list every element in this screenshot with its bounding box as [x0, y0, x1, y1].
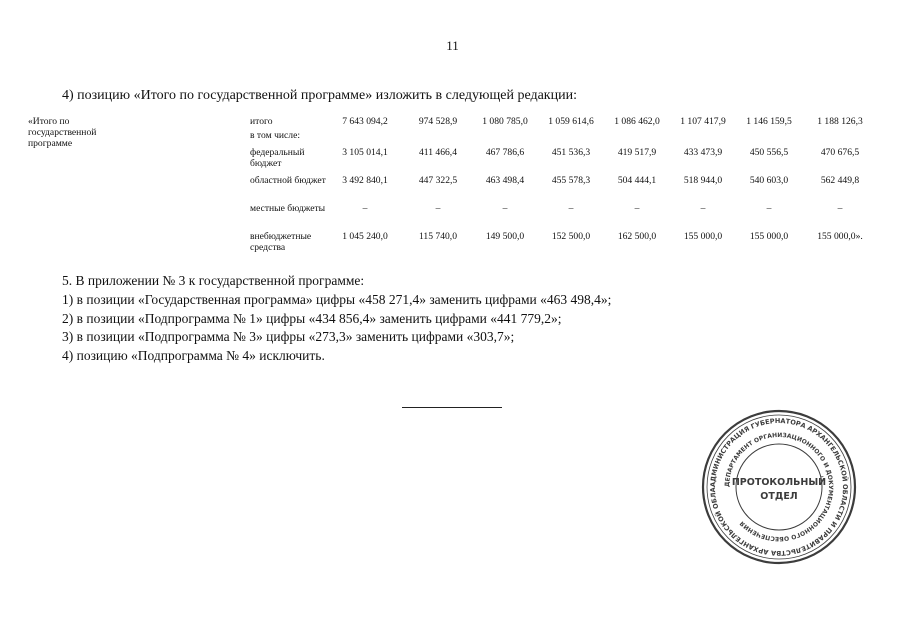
row-label: внебюджетные средства [250, 231, 312, 253]
stamp-center-line1: ПРОТОКОЛЬНЫЙ [731, 477, 827, 488]
table-cell: 974 528,9 [418, 116, 458, 127]
table-cell: 451 536,3 [551, 147, 591, 158]
table-cell: 155 000,0». [817, 231, 863, 242]
page-number: 11 [446, 38, 459, 53]
table-cell: 450 556,5 [749, 147, 789, 158]
table-cell: 447 322,5 [418, 175, 458, 186]
table-cell: – [362, 203, 368, 214]
table-cell: 152 500,0 [551, 231, 591, 242]
section5-item-2: 2) в позиции «Подпрограмма № 1» цифры «434 856,4» заменить цифрами «441 779,2»; [62, 311, 562, 326]
row-label: итого [250, 116, 273, 127]
section5-heading: 5. В приложении № 3 к государственной программе: [62, 273, 365, 288]
row-label: областной бюджет [250, 175, 326, 186]
table-cell: – [700, 203, 706, 214]
table-cell: – [634, 203, 640, 214]
table-cell: – [502, 203, 508, 214]
row-label: федеральный бюджет [250, 147, 305, 169]
stamp-ring-outer-text: АДМИНИСТРАЦИЯ ГУБЕРНАТОРА АРХАНГЕЛЬСКОЙ ОБЛАСТИ И ПРАВИТЕЛЬСТВА АРХАНГЕЛЬСКОЙ ОБЛА [708, 416, 850, 558]
table-cell: 1 080 785,0 [482, 116, 528, 127]
stamp-seal-icon [699, 407, 859, 567]
table-cell: 1 045 240,0 [342, 231, 388, 242]
stamp-center-line2: ОТДЕЛ [760, 491, 798, 502]
table-cell: 433 473,9 [683, 147, 723, 158]
table-cell: – [766, 203, 772, 214]
table-cell: 419 517,9 [617, 147, 657, 158]
section5-item-3: 3) в позиции «Подпрограмма № 3» цифры «273,3» заменить цифрами «303,7»; [62, 329, 515, 344]
table-cell: 504 444,1 [617, 175, 657, 186]
table-cell: 7 643 094,2 [342, 116, 388, 127]
stamp-ring-inner-text: ДЕПАРТАМЕНТ ОРГАНИЗАЦИОННОГО И ДОКУМЕНТАЦИОННОГО ОБЕСПЕЧЕНИЯ [723, 431, 835, 543]
table-cell: 155 000,0 [683, 231, 723, 242]
table-cell: 562 449,8 [820, 175, 860, 186]
section5-item-1: 1) в позиции «Государственная программа» цифры «458 271,4» заменить цифрами «463 498,4»; [62, 292, 612, 307]
table-cell: 411 466,4 [418, 147, 458, 158]
table-program-label: «Итого по государственной программе [28, 116, 97, 149]
table-cell: 1 146 159,5 [746, 116, 792, 127]
table-cell: – [837, 203, 843, 214]
table-cell: 455 578,3 [551, 175, 591, 186]
table-cell: 518 944,0 [683, 175, 723, 186]
table-cell: 3 492 840,1 [342, 175, 388, 186]
table-cell: 470 676,5 [820, 147, 860, 158]
table-cell: 1 086 462,0 [614, 116, 660, 127]
table-cell: 463 498,4 [485, 175, 525, 186]
row-label: в том числе: [250, 130, 301, 141]
table-cell: 1 107 417,9 [680, 116, 726, 127]
table-cell: 115 740,0 [418, 231, 458, 242]
table-cell: 3 105 014,1 [342, 147, 388, 158]
separator-line [402, 407, 502, 408]
item4-intro: 4) позицию «Итого по государственной программе» изложить в следующей редакции: [62, 88, 577, 103]
table-cell: – [568, 203, 574, 214]
table-cell: 1 188 126,3 [817, 116, 863, 127]
table-cell: 162 500,0 [617, 231, 657, 242]
table-cell: 149 500,0 [485, 231, 525, 242]
table-cell: 540 603,0 [749, 175, 789, 186]
table-cell: – [435, 203, 441, 214]
section5-item-4: 4) позицию «Подпрограмма № 4» исключить. [62, 348, 325, 363]
table-cell: 1 059 614,6 [548, 116, 594, 127]
protocol-department-stamp [699, 407, 859, 567]
table-cell: 155 000,0 [749, 231, 789, 242]
table-cell: 467 786,6 [485, 147, 525, 158]
row-label: местные бюджеты [250, 203, 326, 214]
